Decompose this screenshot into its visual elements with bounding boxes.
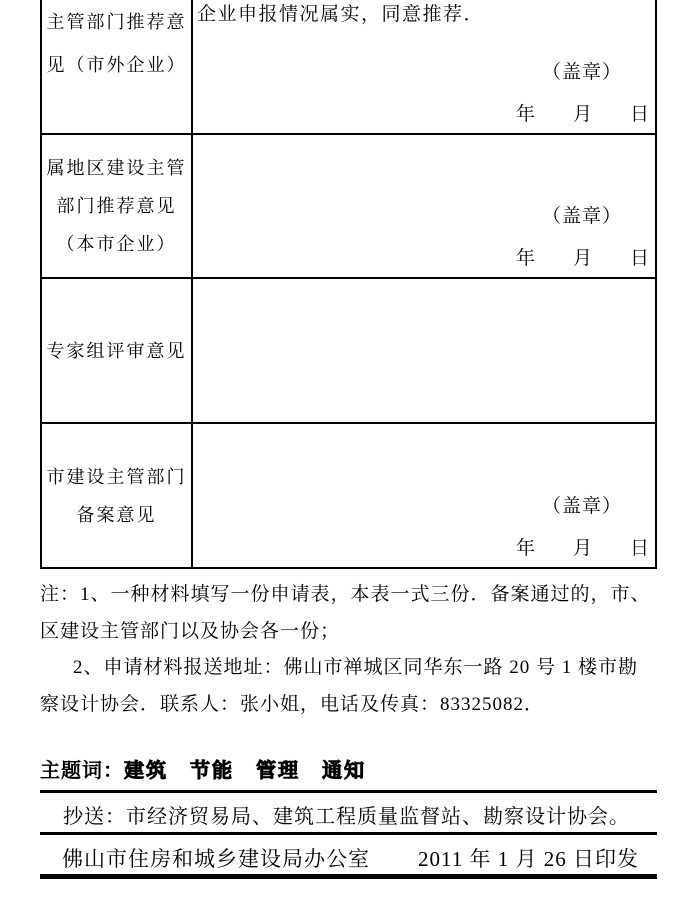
label-line: 市建设主管部门 [46, 466, 187, 487]
cc-text: 市经济贸易局、建筑工程质量监督站、勘察设计协会。 [126, 806, 630, 828]
row-district-dept-opinion [193, 135, 655, 279]
date-label: 年 月 日 [515, 248, 649, 269]
row-supervisor-dept-opinion [193, 0, 655, 135]
print-date: 2011 年 1 月 26 日印发 [418, 847, 639, 871]
subject-divider [40, 790, 657, 793]
row-district-dept-label [42, 135, 193, 279]
stamp-block [193, 491, 655, 560]
row-city-dept-label [42, 424, 193, 567]
date-label: 年 月 日 [515, 538, 649, 559]
label-line: 部门推荐意见 [56, 196, 177, 216]
label-line: 备案意见 [76, 504, 157, 525]
stamp-label: （盖章） [541, 496, 622, 517]
notes-section [40, 577, 662, 723]
subject-keywords: 建筑 节能 管理 通知 [124, 760, 366, 782]
note-line-2: 区建设主管部门以及协会各一份； [40, 620, 341, 642]
subject-label: 主题词： [40, 760, 124, 782]
row-city-dept-opinion [193, 424, 655, 567]
row-expert-panel-label [42, 279, 193, 424]
row-supervisor-dept-label [42, 0, 193, 135]
label-line: 属地区建设主管 [46, 158, 187, 178]
issuer-office: 佛山市住房和城乡建设局办公室 [62, 847, 370, 871]
row-expert-panel-opinion [193, 279, 655, 424]
label-line: 主管部门推荐意 [46, 12, 187, 32]
label-line: 专家组评审意见 [46, 340, 187, 361]
bottom-divider [40, 874, 657, 879]
label-line: （本市企业） [56, 234, 177, 254]
date-label: 年 月 日 [515, 104, 649, 125]
stamp-label: （盖章） [541, 62, 622, 83]
approval-table [40, 0, 657, 569]
opinion-text: 企业申报情况属实，同意推荐． [197, 4, 485, 25]
note-line-4: 察设计协会．联系人：张小姐，电话及传真：83325082． [40, 693, 545, 715]
cc-label: 抄送： [63, 806, 126, 828]
note-line-1: 注：1、一种材料填写一份申请表，本表一式三份．备案通过的，市、 [40, 584, 651, 605]
stamp-block [193, 57, 655, 126]
issuer-row [40, 843, 657, 873]
stamp-label: （盖章） [541, 206, 622, 227]
label-line: 见（市外企业） [46, 55, 187, 75]
stamp-block [193, 201, 655, 270]
cc-row [40, 800, 657, 829]
subject-row [40, 757, 657, 785]
cc-divider [40, 832, 657, 835]
note-line-3: 2、申请材料报送地址：佛山市禅城区同华东一路 20 号 1 楼市勘 [73, 657, 639, 678]
